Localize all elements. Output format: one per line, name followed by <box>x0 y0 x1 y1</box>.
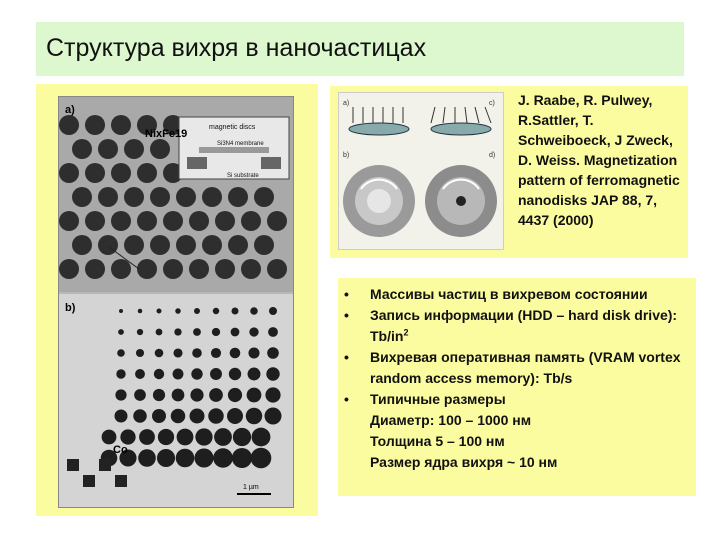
nanodisc <box>176 235 196 255</box>
substrate-left <box>187 157 207 169</box>
nanodisc <box>251 448 272 469</box>
size-text-diameter: Диаметр: 100 – 1000 нм <box>370 412 532 428</box>
nanodisc <box>266 367 279 380</box>
nanodisc <box>267 259 287 279</box>
nanodisc <box>265 387 280 402</box>
nanodisc <box>268 327 278 337</box>
mag-label-b: b) <box>343 152 350 159</box>
nanodisc <box>150 139 170 159</box>
nanodisc <box>269 307 277 315</box>
nanodisc <box>215 259 235 279</box>
bullet-item-4 <box>344 389 694 410</box>
magnetization-image <box>339 93 503 249</box>
nanodisc <box>212 328 220 336</box>
inset-label-membrane: Si3N4 membrane <box>217 141 264 147</box>
nanodisc <box>85 259 105 279</box>
nanodisc <box>175 308 181 314</box>
nanodisc <box>208 408 224 424</box>
nanodisc <box>137 329 143 335</box>
nanodisc <box>202 187 222 207</box>
bullet-text-2: Запись информации (HDD – hard disk drive): Tb/in <box>370 307 678 344</box>
nanodisc <box>241 211 261 231</box>
nanodisc <box>230 348 241 359</box>
nanodisc <box>254 235 274 255</box>
nanodisc <box>228 235 248 255</box>
nanodisc <box>135 369 145 379</box>
nanodisc <box>158 429 174 445</box>
nanodisc <box>228 187 248 207</box>
nanodisc <box>98 187 118 207</box>
nanodisc <box>117 349 125 357</box>
mag-label-a: a) <box>343 100 350 107</box>
nanodisc <box>195 428 212 445</box>
nanodisc <box>192 348 202 358</box>
nanodisc <box>248 347 259 358</box>
nanodisc <box>59 115 79 135</box>
substrate-right <box>261 157 281 169</box>
material-label-b: Co <box>113 444 128 456</box>
nanodisc <box>231 328 240 337</box>
bullet-item-1 <box>344 284 694 305</box>
nanodisc <box>194 308 200 314</box>
nanodisc <box>232 448 252 468</box>
disc-side-left <box>349 123 409 135</box>
nanosquare <box>115 475 127 487</box>
nanodisc <box>134 389 146 401</box>
magnetization-figure <box>338 92 504 250</box>
size-line-thickness <box>344 431 694 452</box>
nanosquare <box>83 475 95 487</box>
nanodisc <box>98 139 118 159</box>
citation-text: J. Raabe, R. Pulwey, R.Sattler, T. Schweiboeck, J Zweck, D. Weiss. Magnetization pattern of ferromagnetic nanodisks JAP 88, 7, 4437 (2000) <box>518 92 680 228</box>
sem-label-a: a) <box>65 104 75 116</box>
sem-label-b: b) <box>65 302 76 314</box>
bullet-marker: • <box>344 286 349 302</box>
nanodisc <box>176 187 196 207</box>
nanodisc <box>150 235 170 255</box>
nanodisc <box>202 235 222 255</box>
nanodisc <box>102 430 117 445</box>
nanodisc <box>191 368 202 379</box>
nanodisc <box>241 259 261 279</box>
bullet-marker: • <box>344 391 349 407</box>
size-text-thickness: Толщина 5 – 100 нм <box>370 433 505 449</box>
nanodisc <box>85 163 105 183</box>
nanosquare <box>99 459 111 471</box>
bullet-marker: • <box>344 349 349 365</box>
nanodisc <box>267 347 279 359</box>
nanodisc <box>176 449 195 468</box>
nanodisc <box>213 448 233 468</box>
membrane-shape <box>199 147 269 153</box>
nanodisc <box>154 369 164 379</box>
bullet-item-2 <box>344 305 694 347</box>
nanodisc <box>72 187 92 207</box>
nanodisc <box>250 307 258 315</box>
nanodisc <box>172 389 185 402</box>
bullet-marker: • <box>344 307 349 323</box>
nanodisc <box>247 388 262 403</box>
nanodisc <box>249 327 258 336</box>
mag-label-d: d) <box>489 152 496 159</box>
nanodisc <box>215 211 235 231</box>
nanodisc <box>193 328 201 336</box>
nanodisc <box>209 388 223 402</box>
nanodisc <box>85 211 105 231</box>
nanodisc <box>254 187 274 207</box>
slide-title: Структура вихря в наночастицах <box>46 34 427 62</box>
nanodisc <box>137 211 157 231</box>
nanodisc <box>59 259 79 279</box>
bullet-text-4: Типичные размеры <box>370 391 506 407</box>
nanodisc <box>120 429 135 444</box>
nanodisc <box>213 308 220 315</box>
sem-image <box>59 97 293 507</box>
nanodisc <box>155 349 164 358</box>
nanodisc <box>137 259 157 279</box>
disc-side-right <box>431 123 491 135</box>
nanodisc <box>252 428 271 447</box>
nanodisc <box>139 429 155 445</box>
nanodisc <box>228 388 242 402</box>
nanodisc <box>194 448 213 467</box>
nanodisc <box>157 309 162 314</box>
nanodisc <box>248 368 261 381</box>
inset-label-discs: magnetic discs <box>209 124 256 131</box>
nanodisc <box>163 211 183 231</box>
nanodisc <box>133 409 147 423</box>
nanodisc <box>111 259 131 279</box>
nanodisc <box>115 410 128 423</box>
nanodisc <box>171 409 186 424</box>
nanodisc <box>229 368 241 380</box>
nanodisc <box>210 368 222 380</box>
nanodisc <box>111 115 131 135</box>
nanodisc <box>119 309 123 313</box>
nanosquare <box>67 459 79 471</box>
title-bar <box>36 22 684 76</box>
nanodisc <box>163 259 183 279</box>
nanodisc <box>59 211 79 231</box>
bullet-text-1: Массивы частиц в вихревом состоянии <box>370 286 648 302</box>
bullet-text-2-sup: 2 <box>403 327 409 338</box>
bullet-text-3: Вихревая оперативная память (VRAM vortex random access memory): Tb/s <box>370 349 681 386</box>
nanodisc <box>118 329 124 335</box>
nanodisc <box>227 408 243 424</box>
nanodisc <box>189 211 209 231</box>
nanodisc <box>265 408 282 425</box>
nanodisc <box>190 388 203 401</box>
nanodisc <box>232 308 239 315</box>
nanodisc <box>177 429 194 446</box>
size-text-core: Размер ядра вихря ~ 10 нм <box>370 454 558 470</box>
nanodisc <box>116 369 125 378</box>
nanodisc <box>152 409 166 423</box>
nanodisc <box>137 163 157 183</box>
nanodisc <box>115 389 126 400</box>
nanodisc <box>267 211 287 231</box>
nanodisc <box>190 409 205 424</box>
nanodisc <box>246 408 263 425</box>
nanodisc <box>173 348 182 357</box>
nanodisc <box>153 389 165 401</box>
nanodisc <box>173 369 184 380</box>
inset-label-substrate: Si substrate <box>227 173 259 179</box>
nanodisc <box>111 163 131 183</box>
vortex-core-right <box>456 196 466 206</box>
size-line-diameter <box>344 410 694 431</box>
size-line-core <box>344 452 694 473</box>
mag-label-c: c) <box>489 100 495 107</box>
nanodisc <box>72 139 92 159</box>
nanodisc <box>233 428 251 446</box>
nanodisc <box>157 449 175 467</box>
nanodisc <box>174 328 181 335</box>
bullet-item-3 <box>344 347 694 389</box>
nanodisc <box>124 235 144 255</box>
nanodisc <box>72 235 92 255</box>
nanodisc <box>150 187 170 207</box>
nanodisc <box>124 187 144 207</box>
bullet-list <box>344 284 694 473</box>
sem-figure <box>58 96 294 508</box>
nanodisc <box>124 139 144 159</box>
material-label-a: NixFe19 <box>145 128 188 140</box>
nanodisc <box>136 349 144 357</box>
vortex-core-area-left <box>367 189 391 213</box>
nanodisc <box>211 348 221 358</box>
nanodisc <box>85 115 105 135</box>
nanodisc <box>214 428 232 446</box>
nanodisc <box>138 449 156 467</box>
nanodisc <box>59 163 79 183</box>
nanodisc <box>156 329 163 336</box>
nanodisc <box>111 211 131 231</box>
nanodisc <box>189 259 209 279</box>
nanodisc <box>138 309 143 314</box>
scale-bar-label: 1 µm <box>243 484 259 491</box>
